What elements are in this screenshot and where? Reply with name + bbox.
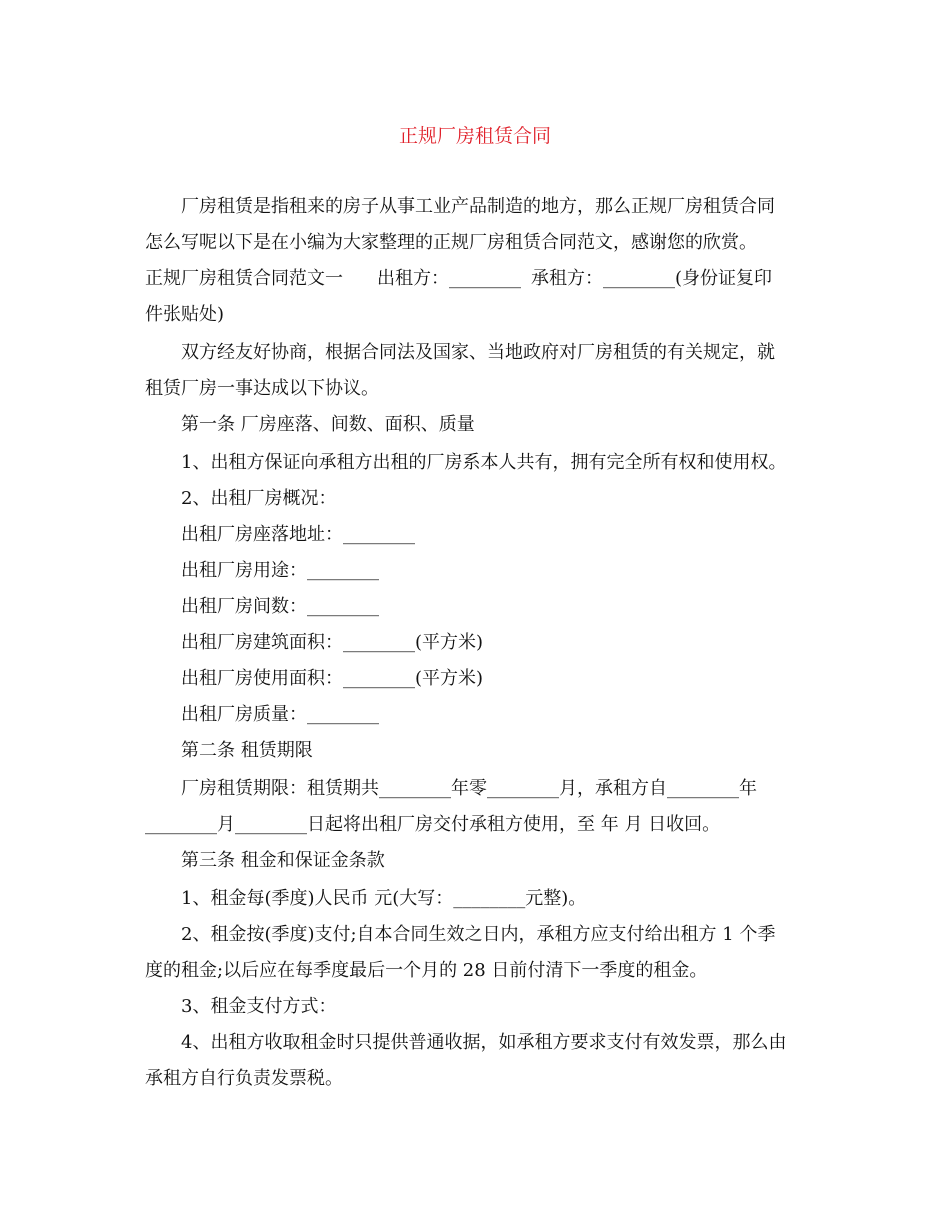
- intro-line-1: 厂房租赁是指租来的房子从事工业产品制造的地方，那么正规厂房租赁合同: [181, 196, 775, 217]
- rent-item-2-line-1: 2、租金按(季度)支付;自本合同生效之日内，承租方应支付给出租方 1 个季: [181, 924, 776, 945]
- lease-term-line-1: 厂房租赁期限：租赁期共________年零________月，承租方自________年: [181, 778, 757, 799]
- article-1-item-1: 1、出租方保证向承租方出租的厂房系本人共有，拥有完全所有权和使用权。: [181, 452, 787, 473]
- article-2-heading: 第二条 租赁期限: [181, 740, 313, 761]
- article-1-item-2: 2、出租厂房概况：: [181, 488, 337, 509]
- rent-item-4-line-1: 4、出租方收取租金时只提供普通收据，如承租方要求支付有效发票，那么由: [181, 1032, 787, 1053]
- agreement-line-1: 双方经友好协商，根据合同法及国家、当地政府对厂房租赁的有关规定，就: [181, 342, 775, 363]
- rent-item-4-line-2: 承租方自行负责发票税。: [145, 1068, 343, 1089]
- factory-usable-area: 出租厂房使用面积：________(平方米): [181, 668, 484, 689]
- rent-item-3: 3、租金支付方式：: [181, 996, 337, 1017]
- factory-building-area: 出租厂房建筑面积：________(平方米): [181, 632, 484, 653]
- agreement-line-2: 租赁厂房一事达成以下协议。: [145, 378, 379, 399]
- factory-rooms: 出租厂房间数：________: [181, 596, 379, 617]
- rent-item-2-line-2: 度的租金;以后应在每季度最后一个月的 28 日前付清下一季度的租金。: [145, 960, 708, 981]
- article-3-heading: 第三条 租金和保证金条款: [181, 850, 385, 871]
- parties-line: [145, 266, 815, 292]
- document-title: 正规厂房租赁合同: [398, 125, 551, 147]
- factory-usage: 出租厂房用途：________: [181, 560, 379, 581]
- factory-quality: 出租厂房质量：________: [181, 704, 379, 725]
- lessor-field: 出租方：________: [377, 268, 521, 289]
- article-1-heading: 第一条 厂房座落、间数、面积、质量: [181, 414, 475, 435]
- sample-heading: 正规厂房租赁合同范文一: [145, 268, 343, 289]
- rent-item-1: 1、租金每(季度)人民币 元(大写：________元整)。: [181, 888, 587, 909]
- intro-line-2: 怎么写呢以下是在小编为大家整理的正规厂房租赁合同范文，感谢您的欣赏。: [145, 232, 757, 253]
- lessee-field: 承租方：________(身份证复印: [531, 268, 773, 289]
- id-note-end: 件张贴处): [145, 304, 225, 325]
- lease-term-line-2: ________月________日起将出租厂房交付承租方使用，至 年 月 日收回。: [145, 814, 721, 835]
- factory-address: 出租厂房座落地址：________: [181, 524, 415, 545]
